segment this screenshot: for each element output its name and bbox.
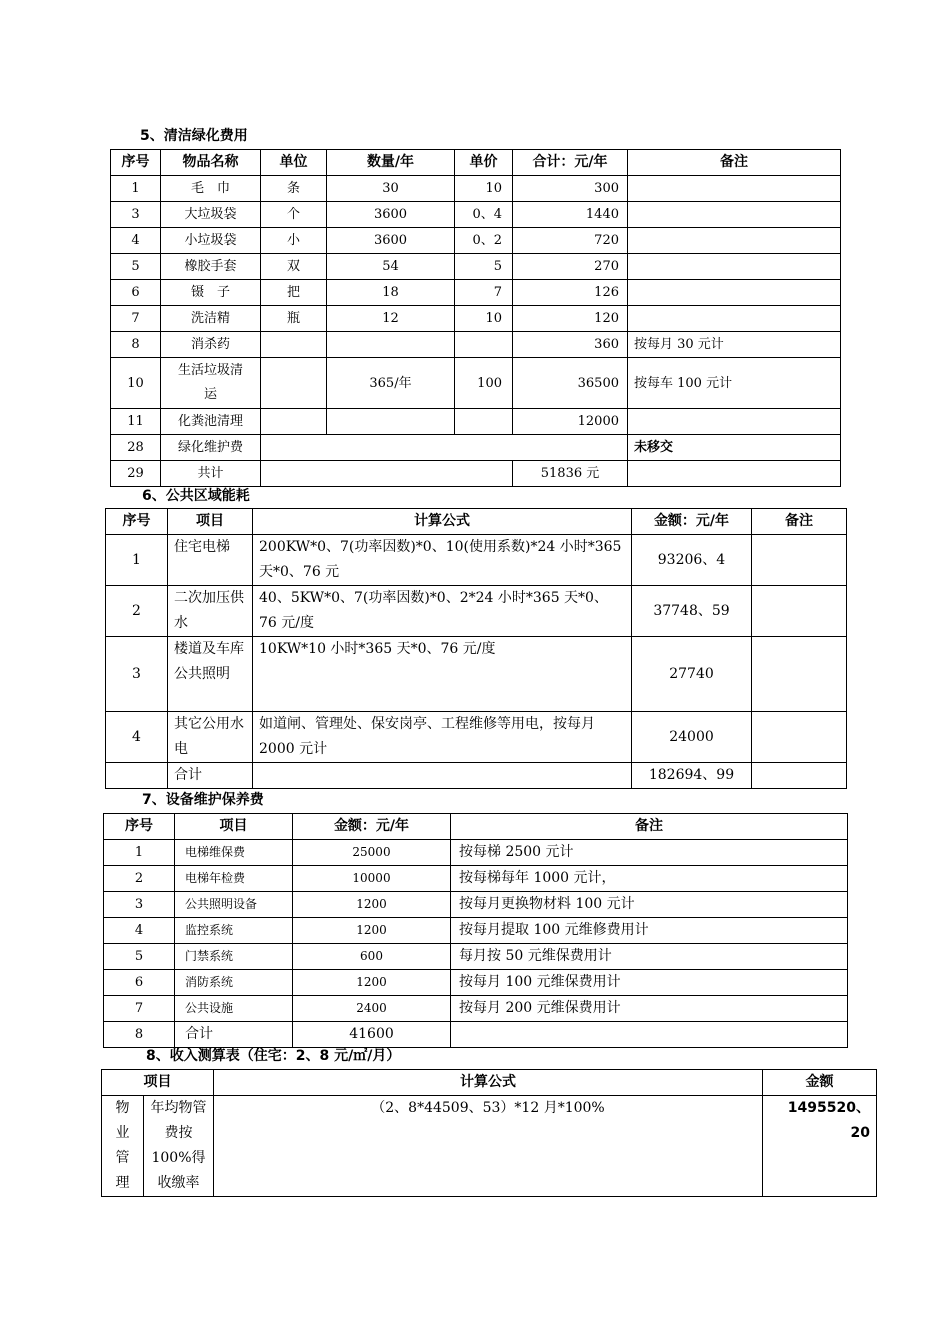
table-header-row [106, 509, 847, 535]
note: 按每梯每年 1000 元计， [451, 866, 848, 892]
note [451, 1022, 848, 1048]
amount: 93206、4 [632, 535, 752, 586]
item-name: 镊 子 [161, 280, 261, 306]
unit-price: 5 [455, 254, 513, 280]
row-number: 5 [104, 944, 175, 970]
unit: 小 [261, 228, 327, 254]
unit: 瓶 [261, 306, 327, 332]
table-row [106, 586, 847, 637]
quantity: 18 [327, 280, 455, 306]
total-amount: 41600 [293, 1022, 451, 1048]
row-number [106, 763, 168, 789]
quantity [327, 332, 455, 358]
row-number: 7 [104, 996, 175, 1022]
note: 按每月 200 元维保费用计 [451, 996, 848, 1022]
total: 1440 [513, 202, 628, 228]
row-number: 4 [106, 712, 168, 763]
unit [261, 358, 327, 409]
item-name: 公共照明设备 [175, 892, 293, 918]
note [628, 254, 841, 280]
unit-price: 10 [455, 306, 513, 332]
note: 按每月 30 元计 [628, 332, 841, 358]
section5-title: 5、清洁绿化费用 [140, 128, 248, 144]
note [752, 637, 847, 712]
unit: 条 [261, 176, 327, 202]
item-name: 消防系统 [175, 970, 293, 996]
cleaning-cost-table [110, 149, 841, 487]
header-cell: 计算公式 [253, 509, 632, 535]
unit-price [455, 409, 513, 435]
section8-title: 8、收入测算表（住宅：2、8 元/㎡/月） [146, 1048, 401, 1064]
amount: 37748、59 [632, 586, 752, 637]
quantity: 54 [327, 254, 455, 280]
table-row [106, 535, 847, 586]
formula: 10KW*10 小时*365 天*0、76 元/度 [253, 637, 632, 712]
formula: 40、5KW*0、7(功率因数)*0、2*24 小时*365 天*0、76 元/度 [253, 586, 632, 637]
section6-title: 6、公共区域能耗 [142, 488, 250, 504]
quantity [327, 409, 455, 435]
table-header-row [104, 814, 848, 840]
header-cell: 项目 [175, 814, 293, 840]
item-name: 楼道及车库公共照明 [168, 637, 253, 712]
section7-title: 7、设备维护保养费 [142, 792, 264, 808]
blank-cell [261, 435, 628, 461]
header-cell: 项目 [168, 509, 253, 535]
item-name: 监控系统 [175, 918, 293, 944]
equipment-maintenance-table [103, 813, 848, 1048]
formula: 200KW*0、7(功率因数)*0、10(使用系数)*24 小时*365 天*0、76 元 [253, 535, 632, 586]
total: 12000 [513, 409, 628, 435]
header-cell: 备注 [752, 509, 847, 535]
row-number: 29 [111, 461, 161, 487]
table-row [104, 840, 848, 866]
item-name: 毛 巾 [161, 176, 261, 202]
row-number: 7 [111, 306, 161, 332]
item-name: 橡胶手套 [161, 254, 261, 280]
note: 按每月更换物材料 100 元计 [451, 892, 848, 918]
table-row [111, 409, 841, 435]
row-number: 8 [104, 1022, 175, 1048]
unit [261, 332, 327, 358]
table-row [106, 637, 847, 712]
table-row [104, 970, 848, 996]
row-number: 8 [111, 332, 161, 358]
item-name: 化粪池清理 [161, 409, 261, 435]
total: 360 [513, 332, 628, 358]
total-label: 共计 [161, 461, 261, 487]
note [628, 228, 841, 254]
note: 按每梯 2500 元计 [451, 840, 848, 866]
header-cell: 项目 [102, 1070, 214, 1096]
note [628, 409, 841, 435]
total: 36500 [513, 358, 628, 409]
formula: 如道闸、管理处、保安岗亭、工程维修等用电，按每月 2000 元计 [253, 712, 632, 763]
header-cell: 金额：元/年 [293, 814, 451, 840]
energy-cost-table [105, 508, 847, 789]
item-name: 门禁系统 [175, 944, 293, 970]
header-cell: 序号 [106, 509, 168, 535]
item-name: 消杀药 [161, 332, 261, 358]
item-cell: 年均物管费按100%得收缴率 [144, 1096, 214, 1197]
unit-price: 100 [455, 358, 513, 409]
table-row [111, 228, 841, 254]
total-label: 合计 [175, 1022, 293, 1048]
quantity: 3600 [327, 202, 455, 228]
row-number: 3 [106, 637, 168, 712]
item-name: 公共设施 [175, 996, 293, 1022]
note [752, 712, 847, 763]
total: 720 [513, 228, 628, 254]
category-cell: 物业管理 [102, 1096, 144, 1197]
unit: 个 [261, 202, 327, 228]
note [752, 535, 847, 586]
row-number: 6 [111, 280, 161, 306]
total-row [106, 763, 847, 789]
amount: 10000 [293, 866, 451, 892]
amount: 27740 [632, 637, 752, 712]
total-row [111, 461, 841, 487]
header-cell: 数量/年 [327, 150, 455, 176]
item-name: 二次加压供水 [168, 586, 253, 637]
amount: 1200 [293, 918, 451, 944]
row-number: 4 [111, 228, 161, 254]
header-cell: 序号 [104, 814, 175, 840]
row-number: 1 [106, 535, 168, 586]
row-number: 3 [111, 202, 161, 228]
table-row [104, 918, 848, 944]
amount: 1200 [293, 892, 451, 918]
note [752, 586, 847, 637]
quantity: 365/年 [327, 358, 455, 409]
note: 每月按 50 元维保费用计 [451, 944, 848, 970]
total-row [104, 1022, 848, 1048]
total: 270 [513, 254, 628, 280]
item-name: 大垃圾袋 [161, 202, 261, 228]
row-number: 2 [106, 586, 168, 637]
note: 未移交 [628, 435, 841, 461]
unit-price [455, 332, 513, 358]
unit: 把 [261, 280, 327, 306]
table-row [111, 202, 841, 228]
header-cell: 备注 [451, 814, 848, 840]
blank-cell [261, 461, 513, 487]
table-row [104, 866, 848, 892]
header-cell: 物品名称 [161, 150, 261, 176]
table-row [104, 996, 848, 1022]
quantity: 12 [327, 306, 455, 332]
item-name: 洗洁精 [161, 306, 261, 332]
item-name: 电梯维保费 [175, 840, 293, 866]
table-row [102, 1096, 877, 1197]
note [628, 461, 841, 487]
row-number: 2 [104, 866, 175, 892]
row-number: 1 [104, 840, 175, 866]
item-name: 小垃圾袋 [161, 228, 261, 254]
unit-price: 0、4 [455, 202, 513, 228]
total-amount: 182694、99 [632, 763, 752, 789]
table-row [111, 358, 841, 409]
item-name: 绿化维护费 [161, 435, 261, 461]
item-name: 生活垃圾清运 [161, 358, 261, 409]
amount-cell: 1495520、20 [763, 1096, 877, 1197]
table-row [111, 332, 841, 358]
quantity: 30 [327, 176, 455, 202]
item-name: 住宅电梯 [168, 535, 253, 586]
header-cell: 备注 [628, 150, 841, 176]
table-header-row [102, 1070, 877, 1096]
amount: 24000 [632, 712, 752, 763]
amount: 2400 [293, 996, 451, 1022]
row-number: 10 [111, 358, 161, 409]
row-number: 6 [104, 970, 175, 996]
header-cell: 序号 [111, 150, 161, 176]
note [752, 763, 847, 789]
header-cell: 合计：元/年 [513, 150, 628, 176]
header-cell: 计算公式 [214, 1070, 763, 1096]
note: 按每车 100 元计 [628, 358, 841, 409]
note [628, 176, 841, 202]
note: 按每月提取 100 元维修费用计 [451, 918, 848, 944]
note [628, 306, 841, 332]
table-row [111, 176, 841, 202]
total: 126 [513, 280, 628, 306]
amount: 1200 [293, 970, 451, 996]
unit [261, 409, 327, 435]
quantity: 3600 [327, 228, 455, 254]
formula [253, 763, 632, 789]
row-number: 1 [111, 176, 161, 202]
unit-price: 7 [455, 280, 513, 306]
note [628, 202, 841, 228]
unit-price: 10 [455, 176, 513, 202]
header-cell: 金额 [763, 1070, 877, 1096]
row-number: 11 [111, 409, 161, 435]
table-row [111, 254, 841, 280]
unit-price: 0、2 [455, 228, 513, 254]
item-name: 电梯年检费 [175, 866, 293, 892]
table-row [111, 280, 841, 306]
table-header-row [111, 150, 841, 176]
amount: 25000 [293, 840, 451, 866]
row-number: 4 [104, 918, 175, 944]
row-number: 28 [111, 435, 161, 461]
table-row [111, 306, 841, 332]
formula-cell: （2、8*44509、53）*12 月*100% [214, 1096, 763, 1197]
table-row [111, 435, 841, 461]
total-amount: 51836 元 [513, 461, 628, 487]
table-row [104, 944, 848, 970]
header-cell: 单价 [455, 150, 513, 176]
total-label: 合计 [168, 763, 253, 789]
total: 300 [513, 176, 628, 202]
note: 按每月 100 元维保费用计 [451, 970, 848, 996]
note [628, 280, 841, 306]
header-cell: 单位 [261, 150, 327, 176]
row-number: 3 [104, 892, 175, 918]
item-name: 其它公用水电 [168, 712, 253, 763]
table-row [104, 892, 848, 918]
header-cell: 金额：元/年 [632, 509, 752, 535]
total: 120 [513, 306, 628, 332]
amount: 600 [293, 944, 451, 970]
table-row [106, 712, 847, 763]
unit: 双 [261, 254, 327, 280]
row-number: 5 [111, 254, 161, 280]
income-estimate-table [101, 1069, 877, 1197]
